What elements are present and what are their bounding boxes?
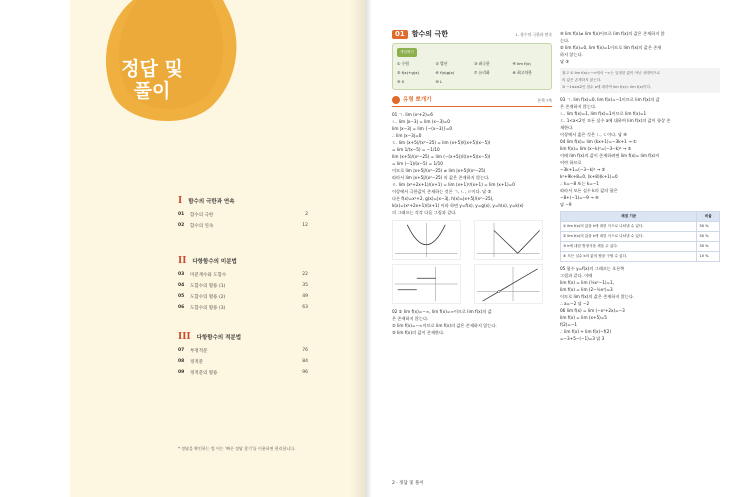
solution-line: 02 ① lim f(x)=−∞, lim f(x)=∞이므로 lim f(x)의 값 [392, 309, 492, 314]
solution-line: = lim (−1)/(x−5) = 1/10 [392, 161, 443, 166]
solution-line: ∴ k=−8 또는 k=−1 [560, 181, 599, 186]
cover-title [112, 58, 192, 102]
toc-item-name: 정적분 [190, 360, 204, 365]
solution-line: lim f(x)= lim (x−k)²=(−3−k)² → ② [560, 146, 632, 151]
toc-item-name: 부정적분 [190, 349, 208, 354]
toc-item[interactable] [178, 283, 308, 289]
solution-line: 이므로 lim f(x)의 값은 존재하지 않는다. [560, 294, 635, 299]
concept-item: ④ lim f(x) [512, 61, 531, 66]
solution-line: ㄹ. lim (x²+2x+1)/(x+1) = lim (x+1)²/(x+1) = lim (x+1)=0 [392, 182, 515, 187]
toc-item[interactable] [178, 223, 308, 229]
toc-chapter-3 [178, 332, 308, 381]
solution-line: 은 존재하지 않는다. [392, 316, 429, 321]
solution-line: ③ lim f(x)의 값이 존재한다. [392, 330, 445, 335]
chapter-title: 다항함수의 적분법 [196, 335, 242, 341]
solution-line: 는다. [560, 38, 570, 43]
solution-line: −8+(−1)=−9 → ④ [560, 195, 599, 200]
note-line: 의 값은 존재하지 않는다. [562, 78, 602, 82]
solution-line: 하지 않는다. [560, 52, 583, 57]
solution-line: 은 존재하지 않는다. [560, 104, 597, 109]
solution-line: lim f(x) = lim (x+5)=5 [560, 315, 607, 320]
chapter-roman: I [178, 196, 183, 206]
concept-item: ① 수렴 [397, 61, 409, 66]
table-cell: ④ 모든 실수 k의 값의 합을 구할 수 있다. [561, 252, 697, 262]
graph-parabola [392, 220, 461, 260]
table-cell: 30 % [697, 242, 720, 252]
table-cell: ③ k에 대한 방정식을 세울 수 있다. [561, 242, 697, 252]
solution-line: ㄴ. lim |x−3| = lim (x−3)=0 [392, 119, 450, 124]
graph-line-k [474, 264, 543, 304]
section-badge: 01 [392, 30, 408, 39]
table-header: 비율 [697, 212, 720, 222]
solution-line: 이므로 lim |x+5|/(x²−25) ≠ lim |x+5|/(x²−25) [392, 168, 486, 173]
chapter-title: 함수의 극한과 연속 [188, 199, 235, 205]
type-subtitle: 본책 7쪽 [537, 97, 552, 103]
solution-line: ∴ a=−2 답 −2 [560, 301, 590, 306]
table-header: 채점 기준 [561, 212, 697, 222]
solution-line: k(x)=(x²+2x+1)/(x+1) 이라 하면 y=f(x), y=g(x), y=h(x), y=k(x) [392, 203, 524, 208]
concept-item: ⑨ 0 [397, 79, 405, 84]
toc-item-page: 12 [302, 223, 308, 228]
answer-column-left [392, 30, 552, 336]
solution-line: 그림과 같다. 이때 [560, 273, 593, 278]
table-cell: ① lim f(x)의 값을 k에 대한 식으로 나타낼 수 있다. [561, 222, 697, 232]
solution-line: 06 lim f(x) = lim (−x²+2x)=−3 [560, 308, 625, 313]
toc-item-num: 05 [178, 294, 185, 299]
solution-line: 이상에서 극한값이 존재하는 것은 ㄱ, ㄴ, ㄹ이다. 답 ③ [392, 189, 492, 194]
chapter-title: 다항함수의 미분법 [192, 259, 237, 265]
concept-tag: 개념확인 [397, 48, 417, 57]
table-cell: ② lim f(x)의 값을 k에 대한 식으로 나타낼 수 있다. [561, 232, 697, 242]
toc-item-name: 함수의 극한 [190, 213, 214, 218]
solution-line: 01 ㄱ. lim (x²+2)=6 [392, 112, 433, 117]
chapter-roman: III [178, 332, 191, 342]
toc-item-page: 35 [302, 283, 308, 288]
toc-item-num: 02 [178, 223, 185, 228]
note-box [560, 68, 720, 93]
graphs-grid [392, 220, 552, 304]
solution-line: 따라서 모든 실수 k의 값의 합은 [560, 188, 618, 193]
type-icon [392, 96, 400, 104]
solution-line: 어야 하므로 [560, 160, 582, 165]
concept-grid [397, 60, 547, 85]
type-header [392, 96, 552, 107]
solution-line: 04 lim f(x)= lim (kx+1)=−3k+1 → ① [560, 139, 637, 144]
toc-item-num: 07 [178, 348, 185, 353]
solution-line: 이때 lim f(x)의 값이 존재하려면 lim f(x)= lim f(x)이 [560, 153, 660, 158]
table-cell: 30 % [697, 222, 720, 232]
toc-item-page: 22 [302, 272, 308, 277]
section-title: 함수의 극한 [411, 30, 448, 38]
toc-item-name: 함수의 연속 [190, 224, 214, 229]
concept-box [392, 43, 552, 90]
table-row [561, 232, 720, 242]
toc-item-page: 84 [302, 359, 308, 364]
concept-item: ⑧ 최고차항 [512, 70, 532, 75]
toc-item-num: 06 [178, 305, 185, 310]
table-cell: 10 % [697, 252, 720, 262]
solution-line: k²+9k+8=0, (k+8)(k+1)=0 [560, 174, 618, 179]
table-row [561, 252, 720, 262]
grading-table [560, 211, 720, 262]
cover-title-line2: 풀이 [133, 80, 171, 102]
graph-step-h [392, 264, 461, 304]
toc-item-page: 49 [302, 294, 308, 299]
toc-item-page: 2 [305, 212, 308, 217]
answer-column-right [560, 30, 720, 342]
note-line: ③ −1≤x≤2인 함수 a에 대하여 lim f(x)= lim f(x)이다. [562, 85, 652, 89]
solution-line: ② lim f(x)=−∞이므로 lim f(x)의 값은 존재하지 않는다. [392, 323, 497, 328]
toc-item-page: 76 [302, 348, 308, 353]
concept-item: ⑩ L [435, 79, 443, 84]
section-header [392, 30, 552, 39]
toc-item[interactable] [178, 359, 308, 365]
solution-line: 이상에서 옳은 것은 ㄴ, ㄷ이다. 답 ④ [560, 132, 627, 137]
concept-item: ⑥ f(x)g(x) [435, 70, 455, 75]
solution-line: 재한다. [560, 125, 574, 130]
solution-line: 의 그래프는 각각 다음 그림과 같다. [392, 210, 457, 215]
section-subtitle: 1. 함수의 극한과 연속 [515, 32, 552, 37]
toc-item-page: 96 [302, 370, 308, 375]
solution-line: 따라서 lim |x+5|/(x²−25) 의 값은 존재하지 않는다. [392, 175, 490, 180]
toc-item[interactable] [178, 370, 308, 376]
solution-line: = lim 1/(x−5) = −1/10 [392, 147, 440, 152]
solution-line: ∴ lim f(x) + lim f(x)−f(2) [560, 329, 611, 334]
solution-line: ㄷ. lim (x+5)/(x²−25) = lim (x+5)/((x+5)(x−5)) [392, 140, 491, 145]
toc-item-name: 도함수의 활용 (3) [190, 306, 226, 311]
toc-item-num: 08 [178, 359, 185, 364]
solution-line: ∴ lim |x−3|=0 [392, 133, 422, 138]
concept-item: ② 발산 [435, 61, 448, 66]
solution-line: lim |x−3| = lim {−(x−3)}=0 [392, 126, 453, 131]
solution-line: f(2)=−1 [560, 322, 578, 327]
table-header-row [561, 212, 720, 222]
book-spine [366, 0, 372, 497]
solution-line: 05 함수 y=f(x)의 그래프는 오른쪽 [560, 266, 625, 271]
toc-item-num: 04 [178, 283, 185, 288]
toc-item-name: 도함수의 활용 (2) [190, 295, 226, 300]
page-footer: 2 · 정답 및 풀이 [392, 481, 424, 486]
concept-item: ③ 좌극한 [474, 61, 490, 66]
solution-line: 03 ㄱ. lim f(x)=0, lim f(x)=−1이므로 lim f(x)의 값 [560, 97, 660, 102]
toc-item-name: 정적분의 활용 [190, 371, 218, 376]
solution-line: ㄷ. 1<a<2인 모든 실수 a에 대하여 lim f(x)의 값이 항상 존 [560, 118, 671, 123]
concept-item: ⑦ 유리화 [474, 70, 490, 75]
solution-line: 다른 f(x)=x²+2, g(x)=|x−3|, h(x)=|x+5|/(x²−25), [392, 196, 494, 201]
table-row [561, 222, 720, 232]
toc-item[interactable] [178, 212, 308, 218]
toc-item-name: 도함수의 활용 (1) [190, 284, 226, 289]
toc-item-page: 63 [302, 305, 308, 310]
toc-item-name: 미분계수와 도함수 [190, 273, 227, 278]
solution-line: ㄴ. lim f(x)=1, lim f(x)=1이므로 lim f(x)=1 [560, 111, 647, 116]
toc-item-num: 03 [178, 272, 185, 277]
solution-line: =−3+5−(−1)=3 답 3 [560, 336, 605, 341]
concept-item: ⑤ f(x)+g(x) [397, 70, 419, 75]
solution-line: lim (x+5)/(x²−25) = lim (−(x+5))/((x+5)(x−5)) [392, 154, 491, 159]
solution-line: 답 −9 [560, 202, 572, 207]
table-cell: 30 % [697, 232, 720, 242]
graph-abs-value [474, 220, 543, 260]
toc-footnote: * 정답을 확인하는 법 어는 '빠른 정답 찾기'를 이용하면 편리합니다. [178, 446, 296, 451]
toc-item[interactable] [178, 272, 308, 278]
note-line: 참고 ① lim f(x)=−∞에서 −∞는 일정한 값이 아닌 상태이므로 [562, 71, 661, 75]
solution-line: lim f(x) = lim (2−½x²)=3 [560, 287, 613, 292]
toc-item[interactable] [178, 294, 308, 300]
table-row [561, 242, 720, 252]
solution-line: lim f(x) = lim (½x²−1)=1, [560, 280, 615, 285]
toc-chapter-1 [178, 196, 308, 234]
solution-line: −3k+1=(−3−k)² → ③ [560, 167, 606, 172]
left-page-shadow [350, 0, 366, 497]
solution-line: ④ lim f(x)≠ lim f(x)이므로 lim f(x)의 값은 존재하지 않 [560, 31, 665, 36]
toc-chapter-2 [178, 256, 308, 316]
solution-line: 답 ③ [560, 59, 570, 64]
cover-title-line1: 정답 및 [121, 58, 183, 80]
chapter-roman: II [178, 256, 187, 266]
type-title: 유형 뽀개기 [403, 96, 432, 103]
solution-line: ⑤ lim f(x)=0, lim f(x)=1이므로 lim f(x)의 값은 존재 [560, 45, 662, 50]
toc-item-num: 01 [178, 212, 185, 217]
toc-item[interactable] [178, 305, 308, 311]
toc-item[interactable] [178, 348, 308, 354]
toc-item-num: 09 [178, 370, 185, 375]
